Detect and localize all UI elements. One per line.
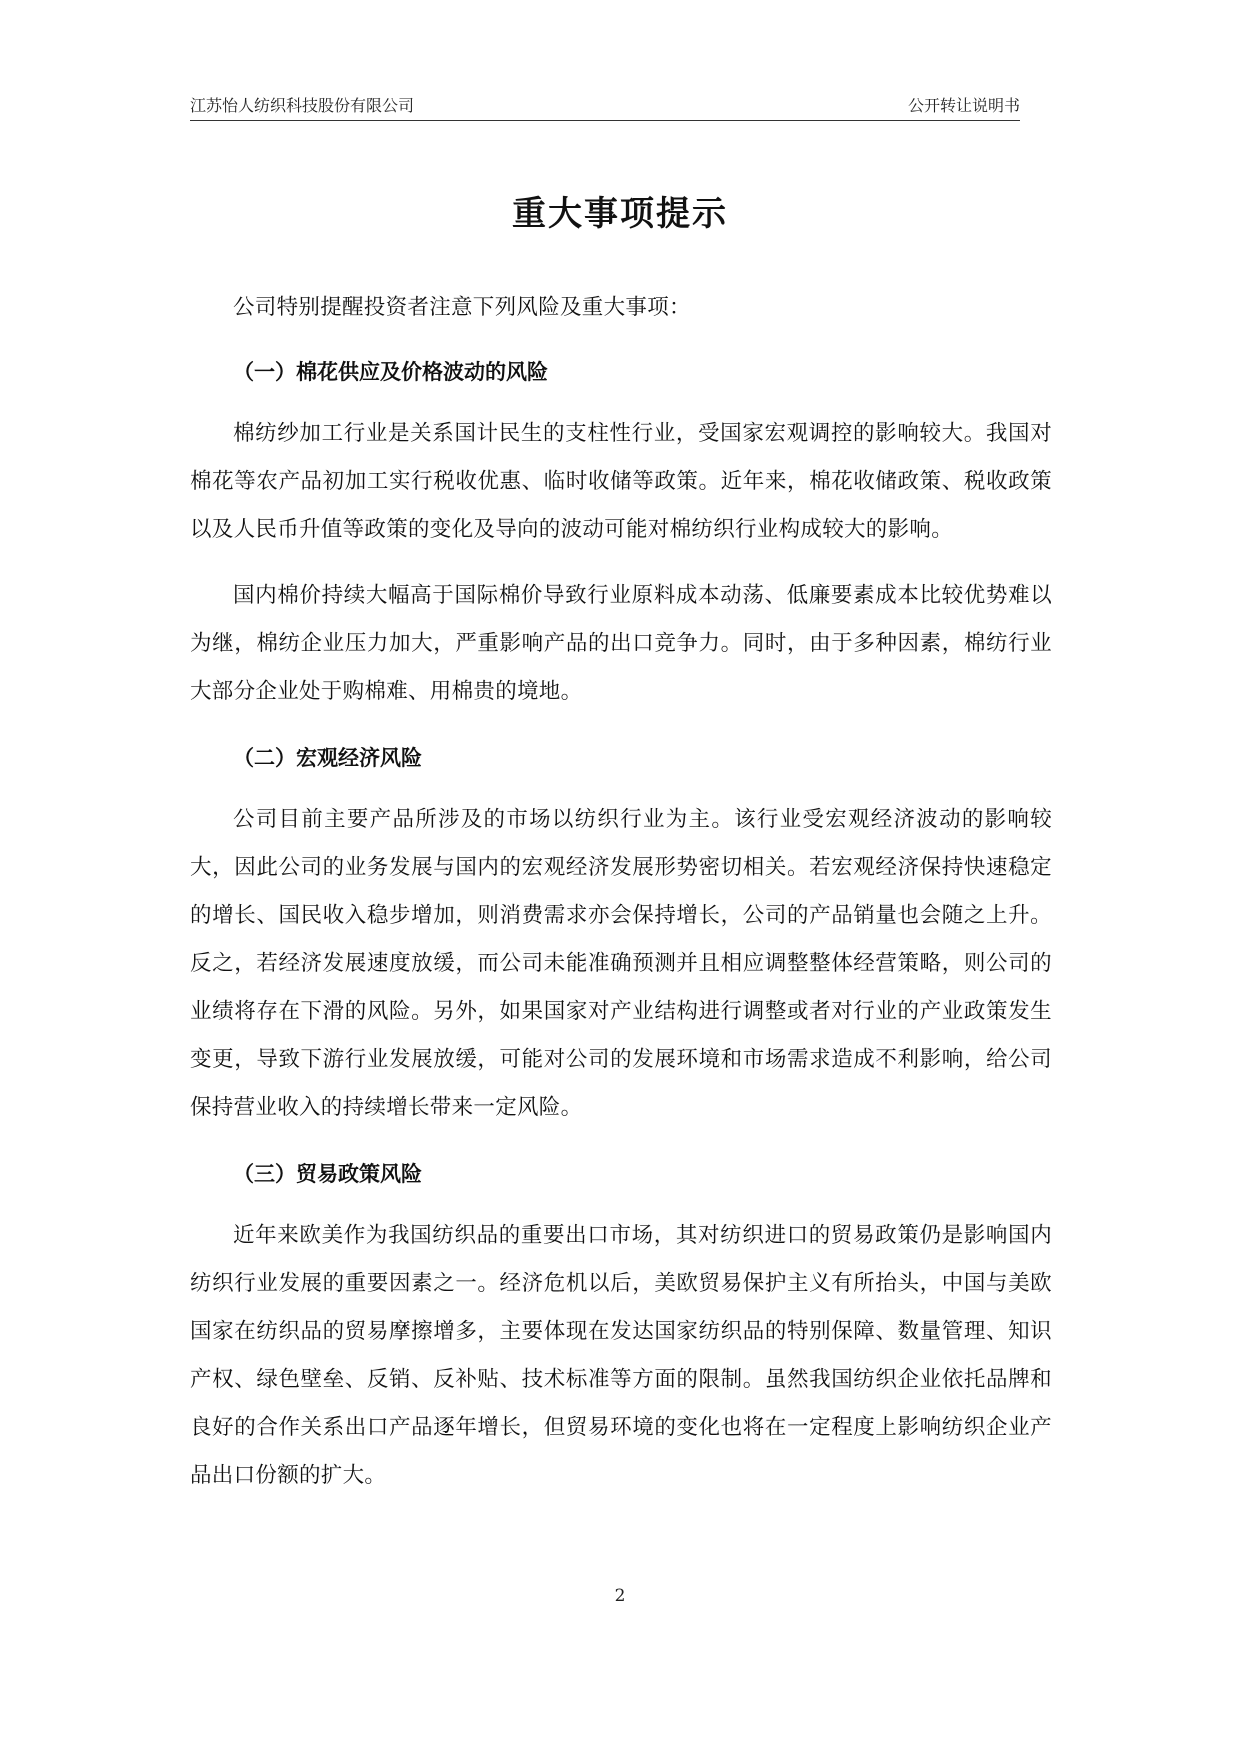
section-paragraph: 近年来欧美作为我国纺织品的重要出口市场，其对纺织进口的贸易政策仍是影响国内纺织行业发展的重要因素之一。经济危机以后，美欧贸易保护主义有所抬头，中国与美欧国家在纺织品的贸易摩擦增多，主要体现在发达国家纺织品的特别保障、数量管理、知识产权、绿色壁垒、反销、反补贴、技术标准等方面的限制。虽然我国纺织企业依托品牌和良好的合作关系出口产品逐年增长，但贸易环境的变化也将在一定程度上影响纺织企业产品出口份额的扩大。 (190, 1223, 1052, 1488)
section-heading: （一）棉花供应及价格波动的风险 (233, 360, 548, 384)
page-header (190, 86, 1020, 121)
page-number: 2 (614, 1586, 626, 1606)
section-heading: （二）宏观经济风险 (233, 746, 422, 770)
intro-paragraph: 公司特别提醒投资者注意下列风险及重大事项： (233, 295, 691, 320)
section-macro-risk (190, 734, 1052, 1132)
section-paragraph: 国内棉价持续大幅高于国际棉价导致行业原料成本动荡、低廉要素成本比较优势难以为继，棉纺企业压力加大，严重影响产品的出口竞争力。同时，由于多种因素，棉纺行业大部分企业处于购棉难、用棉贵的境地。 (190, 583, 1052, 704)
header-document-type: 公开转让说明书 (907, 96, 1020, 115)
section-paragraph: 公司目前主要产品所涉及的市场以纺织行业为主。该行业受宏观经济波动的影响较大，因此公司的业务发展与国内的宏观经济发展形势密切相关。若宏观经济保持快速稳定的增长、国民收入稳步增加，则消费需求亦会保持增长，公司的产品销量也会随之上升。反之，若经济发展速度放缓，而公司未能准确预测并且相应调整整体经营策略，则公司的业绩将存在下滑的风险。另外，如果国家对产业结构进行调整或者对行业的产业政策发生变更，导致下游行业发展放缓，可能对公司的发展环境和市场需求造成不利影响，给公司保持营业收入的持续增长带来一定风险。 (190, 807, 1052, 1120)
section-cotton-risk (190, 348, 1052, 716)
section-trade-policy-risk (190, 1150, 1052, 1500)
header-company-name: 江苏怡人纺织科技股份有限公司 (190, 96, 415, 115)
section-paragraph: 棉纺纱加工行业是关系国计民生的支柱性行业，受国家宏观调控的影响较大。我国对棉花等农产品初加工实行税收优惠、临时收储等政策。近年来，棉花收储政策、税收政策以及人民币升值等政策的变化及导向的波动可能对棉纺织行业构成较大的影响。 (190, 421, 1052, 542)
document-body (190, 284, 1052, 1518)
page-title: 重大事项提示 (512, 194, 728, 234)
section-heading: （三）贸易政策风险 (233, 1162, 422, 1186)
